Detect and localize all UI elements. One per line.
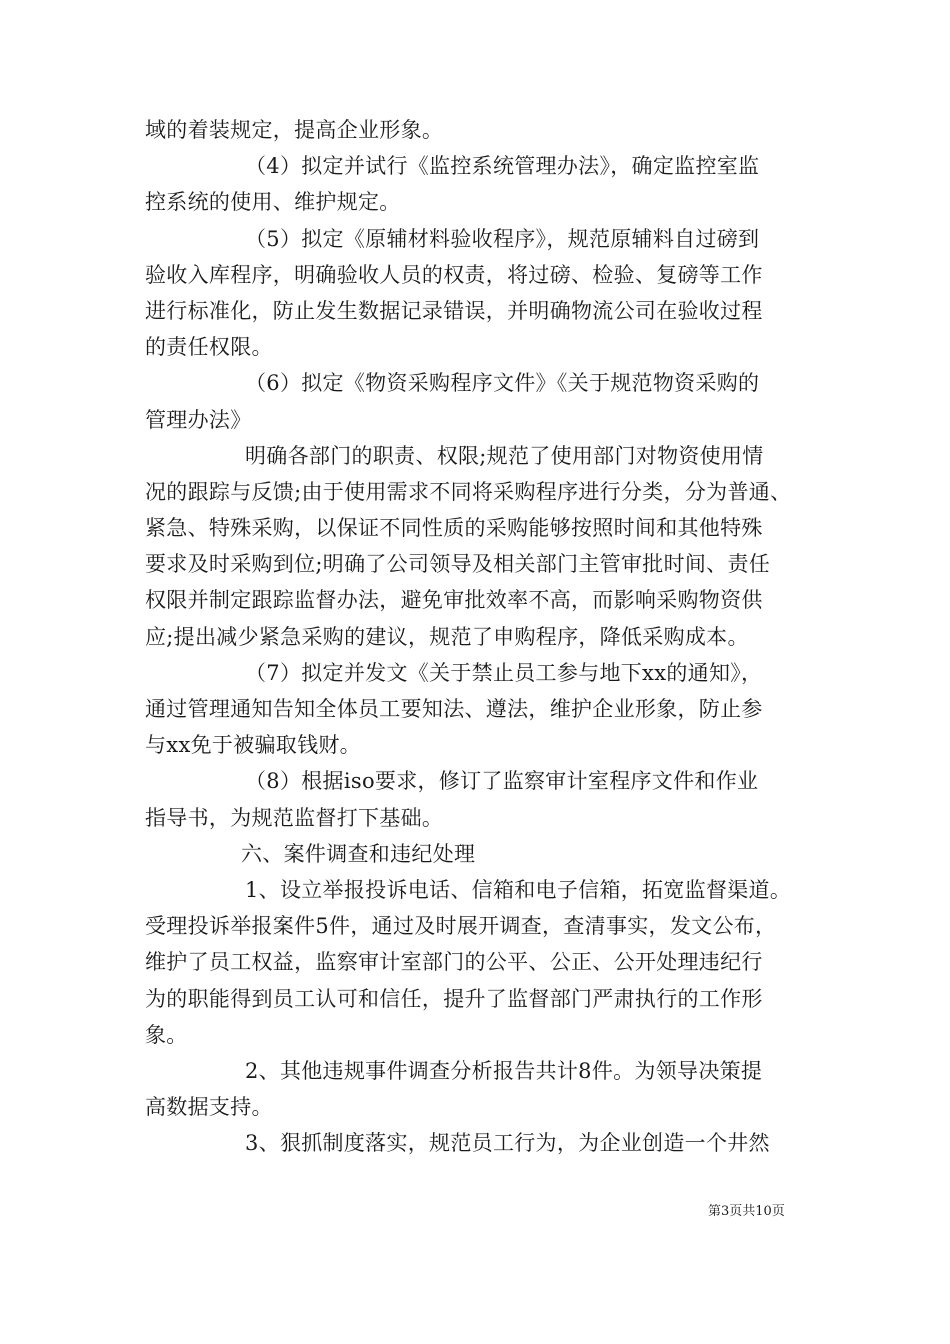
text-line: （4）拟定并试行《监控系统管理办法》，确定监控室监 [245, 154, 760, 179]
text-line: 控系统的使用、维护规定。 [145, 190, 401, 215]
text-line: 的责任权限。 [145, 335, 273, 360]
text-line: 应;提出减少紧急采购的建议，规范了申购程序，降低采购成本。 [145, 624, 749, 649]
text-line: 域的着装规定，提高企业形象。 [145, 118, 444, 142]
text-line: 2、其他违规事件调查分析报告共计8件。为领导决策提 [245, 1058, 763, 1083]
text-line: 高数据支持。 [145, 1095, 273, 1120]
text-line: （7）拟定并发文《关于禁止员工参与地下xx的通知》， [245, 660, 763, 685]
text-line: （6）拟定《物资采购程序文件》《关于规范物资采购的 [245, 371, 760, 396]
text-line: 管理办法》 [145, 407, 252, 432]
text-line: 要求及时采购到位;明确了公司领导及相关部门主管审批时间、责任 [145, 552, 771, 577]
page-number-footer: 第3页共10页 [708, 1204, 785, 1219]
text-line: 进行标准化，防止发生数据记录错误，并明确物流公司在验收过程 [145, 298, 763, 323]
text-line: 与xx免于被骗取钱财。 [145, 733, 361, 758]
text-line: 通过管理通知告知全体员工要知法、遵法，维护企业形象，防止参 [145, 697, 763, 721]
text-line: 紧急、特殊采购，以保证不同性质的采购能够按照时间和其他特殊 [145, 516, 763, 541]
text-line: （8）根据iso要求，修订了监察审计室程序文件和作业 [245, 769, 759, 794]
text-line: 为的职能得到员工认可和信任，提升了监督部门严肃执行的工作形 [145, 986, 763, 1011]
text-line: 权限并制定跟踪监督办法，避免审批效率不高，而影响采购物资供 [145, 588, 763, 613]
text-line: （5）拟定《原辅材料验收程序》，规范原辅料自过磅到 [245, 226, 760, 251]
text-line: 维护了员工权益，监察审计室部门的公平、公正、公开处理违纪行 [145, 950, 763, 975]
text-line: 明确各部门的职责、权限;规范了使用部门对物资使用情 [245, 443, 764, 468]
document-body [145, 112, 825, 1161]
text-line: 受理投诉举报案件5件，通过及时展开调查，查清事实，发文公布， [145, 914, 777, 939]
section-heading: 六、案件调查和违纪处理 [241, 841, 476, 866]
text-line: 3、狠抓制度落实，规范员工行为，为企业创造一个井然 [245, 1131, 770, 1156]
text-line: 象。 [145, 1022, 188, 1047]
text-line: 验收入库程序，明确验收人员的权责，将过磅、检验、复磅等工作 [145, 262, 763, 287]
text-line: 1、设立举报投诉电话、信箱和电子信箱，拓宽监督渠道。 [245, 877, 792, 902]
text-line: 指导书，为规范监督打下基础。 [145, 805, 444, 830]
text-line: 况的跟踪与反馈;由于使用需求不同将采购程序进行分类，分为普通、 [145, 479, 792, 504]
